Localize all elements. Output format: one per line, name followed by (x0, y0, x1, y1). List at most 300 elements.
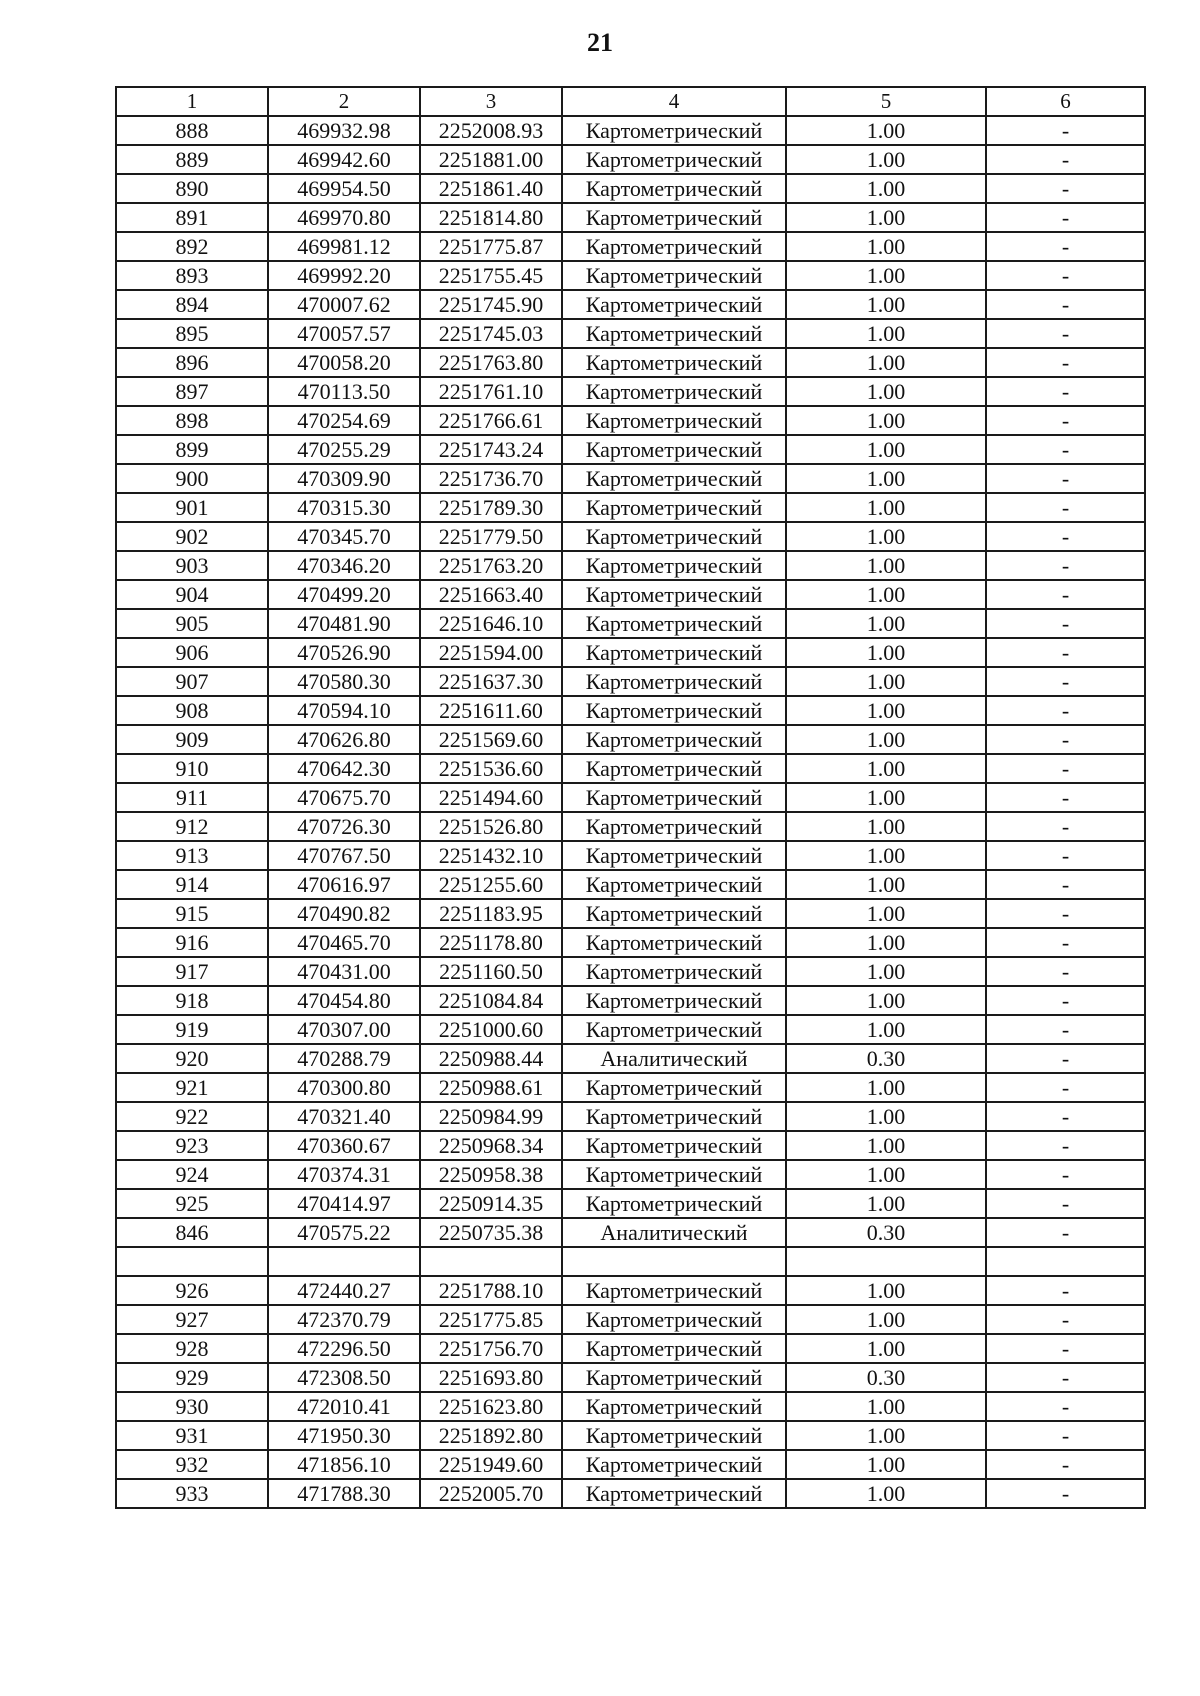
x-coordinate-cell: 470675.70 (268, 783, 420, 812)
table-row (116, 1015, 1145, 1044)
x-coordinate-cell: 470345.70 (268, 522, 420, 551)
y-coordinate-cell: 2251432.10 (420, 841, 562, 870)
point-number-cell: 913 (116, 841, 268, 870)
accuracy-cell: 1.00 (786, 203, 986, 232)
table-row (116, 406, 1145, 435)
note-cell: - (986, 1276, 1145, 1305)
table-row (116, 783, 1145, 812)
x-coordinate-cell: 470726.30 (268, 812, 420, 841)
method-cell: Картометрический (562, 1334, 786, 1363)
x-coordinate-cell: 472296.50 (268, 1334, 420, 1363)
accuracy-cell: 1.00 (786, 1305, 986, 1334)
accuracy-cell: 1.00 (786, 1015, 986, 1044)
accuracy-cell: 1.00 (786, 377, 986, 406)
x-coordinate-cell: 470321.40 (268, 1102, 420, 1131)
point-number-cell: 907 (116, 667, 268, 696)
x-coordinate-cell: 470300.80 (268, 1073, 420, 1102)
accuracy-cell: 0.30 (786, 1218, 986, 1247)
accuracy-cell: 1.00 (786, 725, 986, 754)
method-cell: Картометрический (562, 1160, 786, 1189)
table-row (116, 1160, 1145, 1189)
table-row (116, 1479, 1145, 1508)
note-cell: - (986, 638, 1145, 667)
method-cell: Картометрический (562, 1305, 786, 1334)
note-cell: - (986, 551, 1145, 580)
method-cell: Картометрический (562, 870, 786, 899)
x-coordinate-cell: 470374.31 (268, 1160, 420, 1189)
point-number-cell: 914 (116, 870, 268, 899)
accuracy-cell: 1.00 (786, 783, 986, 812)
table-row (116, 1218, 1145, 1247)
method-cell: Картометрический (562, 725, 786, 754)
method-cell: Картометрический (562, 1131, 786, 1160)
point-number-cell: 910 (116, 754, 268, 783)
method-cell: Картометрический (562, 203, 786, 232)
x-coordinate-cell: 470414.97 (268, 1189, 420, 1218)
note-cell: - (986, 1421, 1145, 1450)
table-row (116, 290, 1145, 319)
accuracy-cell: 1.00 (786, 145, 986, 174)
point-number-cell: 916 (116, 928, 268, 957)
table-row (116, 1131, 1145, 1160)
table-row (116, 435, 1145, 464)
y-coordinate-cell: 2251756.70 (420, 1334, 562, 1363)
method-cell: Картометрический (562, 899, 786, 928)
method-cell: Картометрический (562, 1189, 786, 1218)
table-row (116, 754, 1145, 783)
point-number-cell: 911 (116, 783, 268, 812)
note-cell: - (986, 1131, 1145, 1160)
method-cell: Картометрический (562, 116, 786, 145)
y-coordinate-cell: 2251084.84 (420, 986, 562, 1015)
table-row (116, 1044, 1145, 1073)
method-cell (562, 1247, 786, 1276)
method-cell: Картометрический (562, 841, 786, 870)
note-cell: - (986, 1044, 1145, 1073)
point-number-cell: 888 (116, 116, 268, 145)
accuracy-cell: 1.00 (786, 174, 986, 203)
column-header: 3 (420, 87, 562, 116)
x-coordinate-cell: 470431.00 (268, 957, 420, 986)
x-coordinate-cell: 472308.50 (268, 1363, 420, 1392)
y-coordinate-cell: 2251775.87 (420, 232, 562, 261)
method-cell: Картометрический (562, 464, 786, 493)
method-cell: Картометрический (562, 522, 786, 551)
note-cell: - (986, 667, 1145, 696)
point-number-cell: 912 (116, 812, 268, 841)
y-coordinate-cell: 2251526.80 (420, 812, 562, 841)
accuracy-cell: 1.00 (786, 812, 986, 841)
note-cell: - (986, 319, 1145, 348)
y-coordinate-cell: 2250914.35 (420, 1189, 562, 1218)
note-cell: - (986, 464, 1145, 493)
table-row (116, 1247, 1145, 1276)
method-cell: Картометрический (562, 319, 786, 348)
note-cell: - (986, 232, 1145, 261)
accuracy-cell: 1.00 (786, 261, 986, 290)
method-cell: Картометрический (562, 493, 786, 522)
point-number-cell: 906 (116, 638, 268, 667)
point-number-cell: 918 (116, 986, 268, 1015)
y-coordinate-cell: 2251761.10 (420, 377, 562, 406)
method-cell: Картометрический (562, 1479, 786, 1508)
point-number-cell: 892 (116, 232, 268, 261)
point-number-cell: 915 (116, 899, 268, 928)
note-cell: - (986, 406, 1145, 435)
x-coordinate-cell: 470307.00 (268, 1015, 420, 1044)
table-row (116, 319, 1145, 348)
note-cell: - (986, 116, 1145, 145)
x-coordinate-cell: 470315.30 (268, 493, 420, 522)
y-coordinate-cell: 2251789.30 (420, 493, 562, 522)
table-row (116, 696, 1145, 725)
point-number-cell: 919 (116, 1015, 268, 1044)
y-coordinate-cell: 2251536.60 (420, 754, 562, 783)
y-coordinate-cell: 2251755.45 (420, 261, 562, 290)
table-row (116, 174, 1145, 203)
note-cell: - (986, 899, 1145, 928)
y-coordinate-cell: 2251594.00 (420, 638, 562, 667)
accuracy-cell: 0.30 (786, 1044, 986, 1073)
note-cell: - (986, 1392, 1145, 1421)
point-number-cell: 889 (116, 145, 268, 174)
x-coordinate-cell: 470465.70 (268, 928, 420, 957)
table-row (116, 1276, 1145, 1305)
y-coordinate-cell: 2250988.44 (420, 1044, 562, 1073)
y-coordinate-cell: 2250958.38 (420, 1160, 562, 1189)
column-header: 5 (786, 87, 986, 116)
x-coordinate-cell: 470058.20 (268, 348, 420, 377)
x-coordinate-cell: 470346.20 (268, 551, 420, 580)
table-row (116, 1305, 1145, 1334)
x-coordinate-cell: 470254.69 (268, 406, 420, 435)
accuracy-cell: 1.00 (786, 1160, 986, 1189)
accuracy-cell: 1.00 (786, 551, 986, 580)
note-cell: - (986, 348, 1145, 377)
table-row (116, 203, 1145, 232)
point-number-cell: 898 (116, 406, 268, 435)
x-coordinate-cell: 470767.50 (268, 841, 420, 870)
method-cell: Картометрический (562, 348, 786, 377)
point-number-cell: 904 (116, 580, 268, 609)
accuracy-cell: 1.00 (786, 1479, 986, 1508)
point-number-cell: 931 (116, 1421, 268, 1450)
accuracy-cell: 1.00 (786, 116, 986, 145)
note-cell: - (986, 1073, 1145, 1102)
accuracy-cell: 1.00 (786, 841, 986, 870)
point-number-cell: 899 (116, 435, 268, 464)
table-row (116, 1363, 1145, 1392)
point-number-cell: 933 (116, 1479, 268, 1508)
method-cell: Картометрический (562, 1450, 786, 1479)
note-cell: - (986, 1334, 1145, 1363)
column-header: 1 (116, 87, 268, 116)
point-number-cell: 929 (116, 1363, 268, 1392)
point-number-cell: 903 (116, 551, 268, 580)
note-cell: - (986, 812, 1145, 841)
y-coordinate-cell: 2251646.10 (420, 609, 562, 638)
accuracy-cell: 1.00 (786, 899, 986, 928)
accuracy-cell: 1.00 (786, 1276, 986, 1305)
point-number-cell: 921 (116, 1073, 268, 1102)
accuracy-cell: 1.00 (786, 406, 986, 435)
method-cell: Картометрический (562, 783, 786, 812)
coordinates-table (115, 86, 1146, 1509)
x-coordinate-cell: 470255.29 (268, 435, 420, 464)
accuracy-cell: 1.00 (786, 638, 986, 667)
accuracy-cell: 1.00 (786, 986, 986, 1015)
point-number-cell: 909 (116, 725, 268, 754)
x-coordinate-cell: 470490.82 (268, 899, 420, 928)
point-number-cell: 896 (116, 348, 268, 377)
y-coordinate-cell: 2250735.38 (420, 1218, 562, 1247)
note-cell: - (986, 435, 1145, 464)
point-number-cell: 893 (116, 261, 268, 290)
note-cell: - (986, 1363, 1145, 1392)
y-coordinate-cell: 2251000.60 (420, 1015, 562, 1044)
note-cell: - (986, 1102, 1145, 1131)
method-cell: Картометрический (562, 580, 786, 609)
method-cell: Картометрический (562, 1102, 786, 1131)
accuracy-cell: 1.00 (786, 609, 986, 638)
x-coordinate-cell: 470454.80 (268, 986, 420, 1015)
x-coordinate-cell: 471950.30 (268, 1421, 420, 1450)
note-cell: - (986, 783, 1145, 812)
method-cell: Картометрический (562, 1015, 786, 1044)
point-number-cell: 897 (116, 377, 268, 406)
accuracy-cell: 1.00 (786, 464, 986, 493)
x-coordinate-cell: 471856.10 (268, 1450, 420, 1479)
accuracy-cell: 1.00 (786, 232, 986, 261)
accuracy-cell: 1.00 (786, 754, 986, 783)
point-number-cell: 917 (116, 957, 268, 986)
x-coordinate-cell: 470526.90 (268, 638, 420, 667)
note-cell: - (986, 957, 1145, 986)
table-row (116, 116, 1145, 145)
point-number-cell: 846 (116, 1218, 268, 1247)
point-number-cell: 894 (116, 290, 268, 319)
table-row (116, 348, 1145, 377)
table-row (116, 464, 1145, 493)
column-header: 4 (562, 87, 786, 116)
x-coordinate-cell: 470626.80 (268, 725, 420, 754)
y-coordinate-cell: 2251814.80 (420, 203, 562, 232)
note-cell: - (986, 841, 1145, 870)
x-coordinate-cell: 469932.98 (268, 116, 420, 145)
note-cell: - (986, 1305, 1145, 1334)
point-number-cell: 891 (116, 203, 268, 232)
method-cell: Картометрический (562, 261, 786, 290)
y-coordinate-cell: 2251745.90 (420, 290, 562, 319)
note-cell: - (986, 290, 1145, 319)
column-header: 2 (268, 87, 420, 116)
y-coordinate-cell: 2252008.93 (420, 116, 562, 145)
point-number-cell: 901 (116, 493, 268, 522)
table-row (116, 145, 1145, 174)
table-row (116, 493, 1145, 522)
table-row (116, 928, 1145, 957)
table-row (116, 377, 1145, 406)
accuracy-cell: 1.00 (786, 522, 986, 551)
accuracy-cell: 1.00 (786, 290, 986, 319)
y-coordinate-cell: 2251663.40 (420, 580, 562, 609)
x-coordinate-cell: 470580.30 (268, 667, 420, 696)
x-coordinate-cell: 469981.12 (268, 232, 420, 261)
method-cell: Картометрический (562, 1421, 786, 1450)
x-coordinate-cell: 469992.20 (268, 261, 420, 290)
point-number-cell: 902 (116, 522, 268, 551)
method-cell: Аналитический (562, 1044, 786, 1073)
y-coordinate-cell: 2251788.10 (420, 1276, 562, 1305)
note-cell: - (986, 609, 1145, 638)
point-number-cell: 926 (116, 1276, 268, 1305)
method-cell: Картометрический (562, 638, 786, 667)
y-coordinate-cell: 2250988.61 (420, 1073, 562, 1102)
y-coordinate-cell: 2251623.80 (420, 1392, 562, 1421)
note-cell: - (986, 580, 1145, 609)
table-body (116, 116, 1145, 1508)
accuracy-cell: 0.30 (786, 1363, 986, 1392)
note-cell: - (986, 754, 1145, 783)
method-cell: Картометрический (562, 1363, 786, 1392)
method-cell: Картометрический (562, 145, 786, 174)
method-cell: Картометрический (562, 696, 786, 725)
accuracy-cell: 1.00 (786, 1392, 986, 1421)
y-coordinate-cell: 2251160.50 (420, 957, 562, 986)
x-coordinate-cell: 469942.60 (268, 145, 420, 174)
point-number-cell: 925 (116, 1189, 268, 1218)
method-cell: Картометрический (562, 986, 786, 1015)
accuracy-cell: 1.00 (786, 928, 986, 957)
x-coordinate-cell: 470057.57 (268, 319, 420, 348)
y-coordinate-cell: 2251611.60 (420, 696, 562, 725)
y-coordinate-cell: 2251736.70 (420, 464, 562, 493)
y-coordinate-cell: 2251178.80 (420, 928, 562, 957)
y-coordinate-cell: 2250968.34 (420, 1131, 562, 1160)
point-number-cell: 924 (116, 1160, 268, 1189)
y-coordinate-cell: 2251766.61 (420, 406, 562, 435)
accuracy-cell: 1.00 (786, 1421, 986, 1450)
table-row (116, 667, 1145, 696)
table-row (116, 812, 1145, 841)
x-coordinate-cell: 471788.30 (268, 1479, 420, 1508)
note-cell: - (986, 261, 1145, 290)
x-coordinate-cell: 469954.50 (268, 174, 420, 203)
note-cell: - (986, 493, 1145, 522)
point-number-cell: 895 (116, 319, 268, 348)
y-coordinate-cell: 2251949.60 (420, 1450, 562, 1479)
method-cell: Картометрический (562, 957, 786, 986)
accuracy-cell: 1.00 (786, 435, 986, 464)
accuracy-cell (786, 1247, 986, 1276)
x-coordinate-cell: 470616.97 (268, 870, 420, 899)
y-coordinate-cell: 2250984.99 (420, 1102, 562, 1131)
method-cell: Картометрический (562, 435, 786, 464)
y-coordinate-cell: 2251745.03 (420, 319, 562, 348)
table-row (116, 638, 1145, 667)
x-coordinate-cell (268, 1247, 420, 1276)
y-coordinate-cell: 2251693.80 (420, 1363, 562, 1392)
y-coordinate-cell: 2251892.80 (420, 1421, 562, 1450)
table-row (116, 841, 1145, 870)
y-coordinate-cell: 2251775.85 (420, 1305, 562, 1334)
accuracy-cell: 1.00 (786, 957, 986, 986)
table-row (116, 1450, 1145, 1479)
accuracy-cell: 1.00 (786, 696, 986, 725)
table-row (116, 232, 1145, 261)
note-cell: - (986, 1218, 1145, 1247)
y-coordinate-cell: 2251743.24 (420, 435, 562, 464)
method-cell: Картометрический (562, 1392, 786, 1421)
note-cell: - (986, 986, 1145, 1015)
point-number-cell: 927 (116, 1305, 268, 1334)
point-number-cell: 923 (116, 1131, 268, 1160)
accuracy-cell: 1.00 (786, 1102, 986, 1131)
y-coordinate-cell (420, 1247, 562, 1276)
note-cell: - (986, 1450, 1145, 1479)
table-row (116, 957, 1145, 986)
x-coordinate-cell: 472370.79 (268, 1305, 420, 1334)
table-row (116, 261, 1145, 290)
table-row (116, 1102, 1145, 1131)
x-coordinate-cell: 470575.22 (268, 1218, 420, 1247)
method-cell: Картометрический (562, 1276, 786, 1305)
method-cell: Картометрический (562, 812, 786, 841)
table-row (116, 986, 1145, 1015)
table-row (116, 1421, 1145, 1450)
point-number-cell: 932 (116, 1450, 268, 1479)
method-cell: Картометрический (562, 232, 786, 261)
table-row (116, 870, 1145, 899)
method-cell: Картометрический (562, 754, 786, 783)
table-row (116, 1334, 1145, 1363)
note-cell: - (986, 1479, 1145, 1508)
y-coordinate-cell: 2251183.95 (420, 899, 562, 928)
point-number-cell: 920 (116, 1044, 268, 1073)
accuracy-cell: 1.00 (786, 1131, 986, 1160)
point-number-cell: 900 (116, 464, 268, 493)
column-header: 6 (986, 87, 1145, 116)
note-cell: - (986, 522, 1145, 551)
method-cell: Аналитический (562, 1218, 786, 1247)
point-number-cell: 890 (116, 174, 268, 203)
note-cell (986, 1247, 1145, 1276)
table-row (116, 1392, 1145, 1421)
accuracy-cell: 1.00 (786, 1073, 986, 1102)
accuracy-cell: 1.00 (786, 580, 986, 609)
note-cell: - (986, 203, 1145, 232)
method-cell: Картометрический (562, 174, 786, 203)
table-row (116, 1189, 1145, 1218)
note-cell: - (986, 174, 1145, 203)
accuracy-cell: 1.00 (786, 1450, 986, 1479)
method-cell: Картометрический (562, 667, 786, 696)
method-cell: Картометрический (562, 609, 786, 638)
y-coordinate-cell: 2251569.60 (420, 725, 562, 754)
point-number-cell: 905 (116, 609, 268, 638)
y-coordinate-cell: 2251763.80 (420, 348, 562, 377)
note-cell: - (986, 377, 1145, 406)
table-row (116, 899, 1145, 928)
x-coordinate-cell: 470309.90 (268, 464, 420, 493)
y-coordinate-cell: 2251255.60 (420, 870, 562, 899)
y-coordinate-cell: 2251637.30 (420, 667, 562, 696)
method-cell: Картометрический (562, 377, 786, 406)
accuracy-cell: 1.00 (786, 870, 986, 899)
note-cell: - (986, 1015, 1145, 1044)
accuracy-cell: 1.00 (786, 667, 986, 696)
x-coordinate-cell: 472440.27 (268, 1276, 420, 1305)
